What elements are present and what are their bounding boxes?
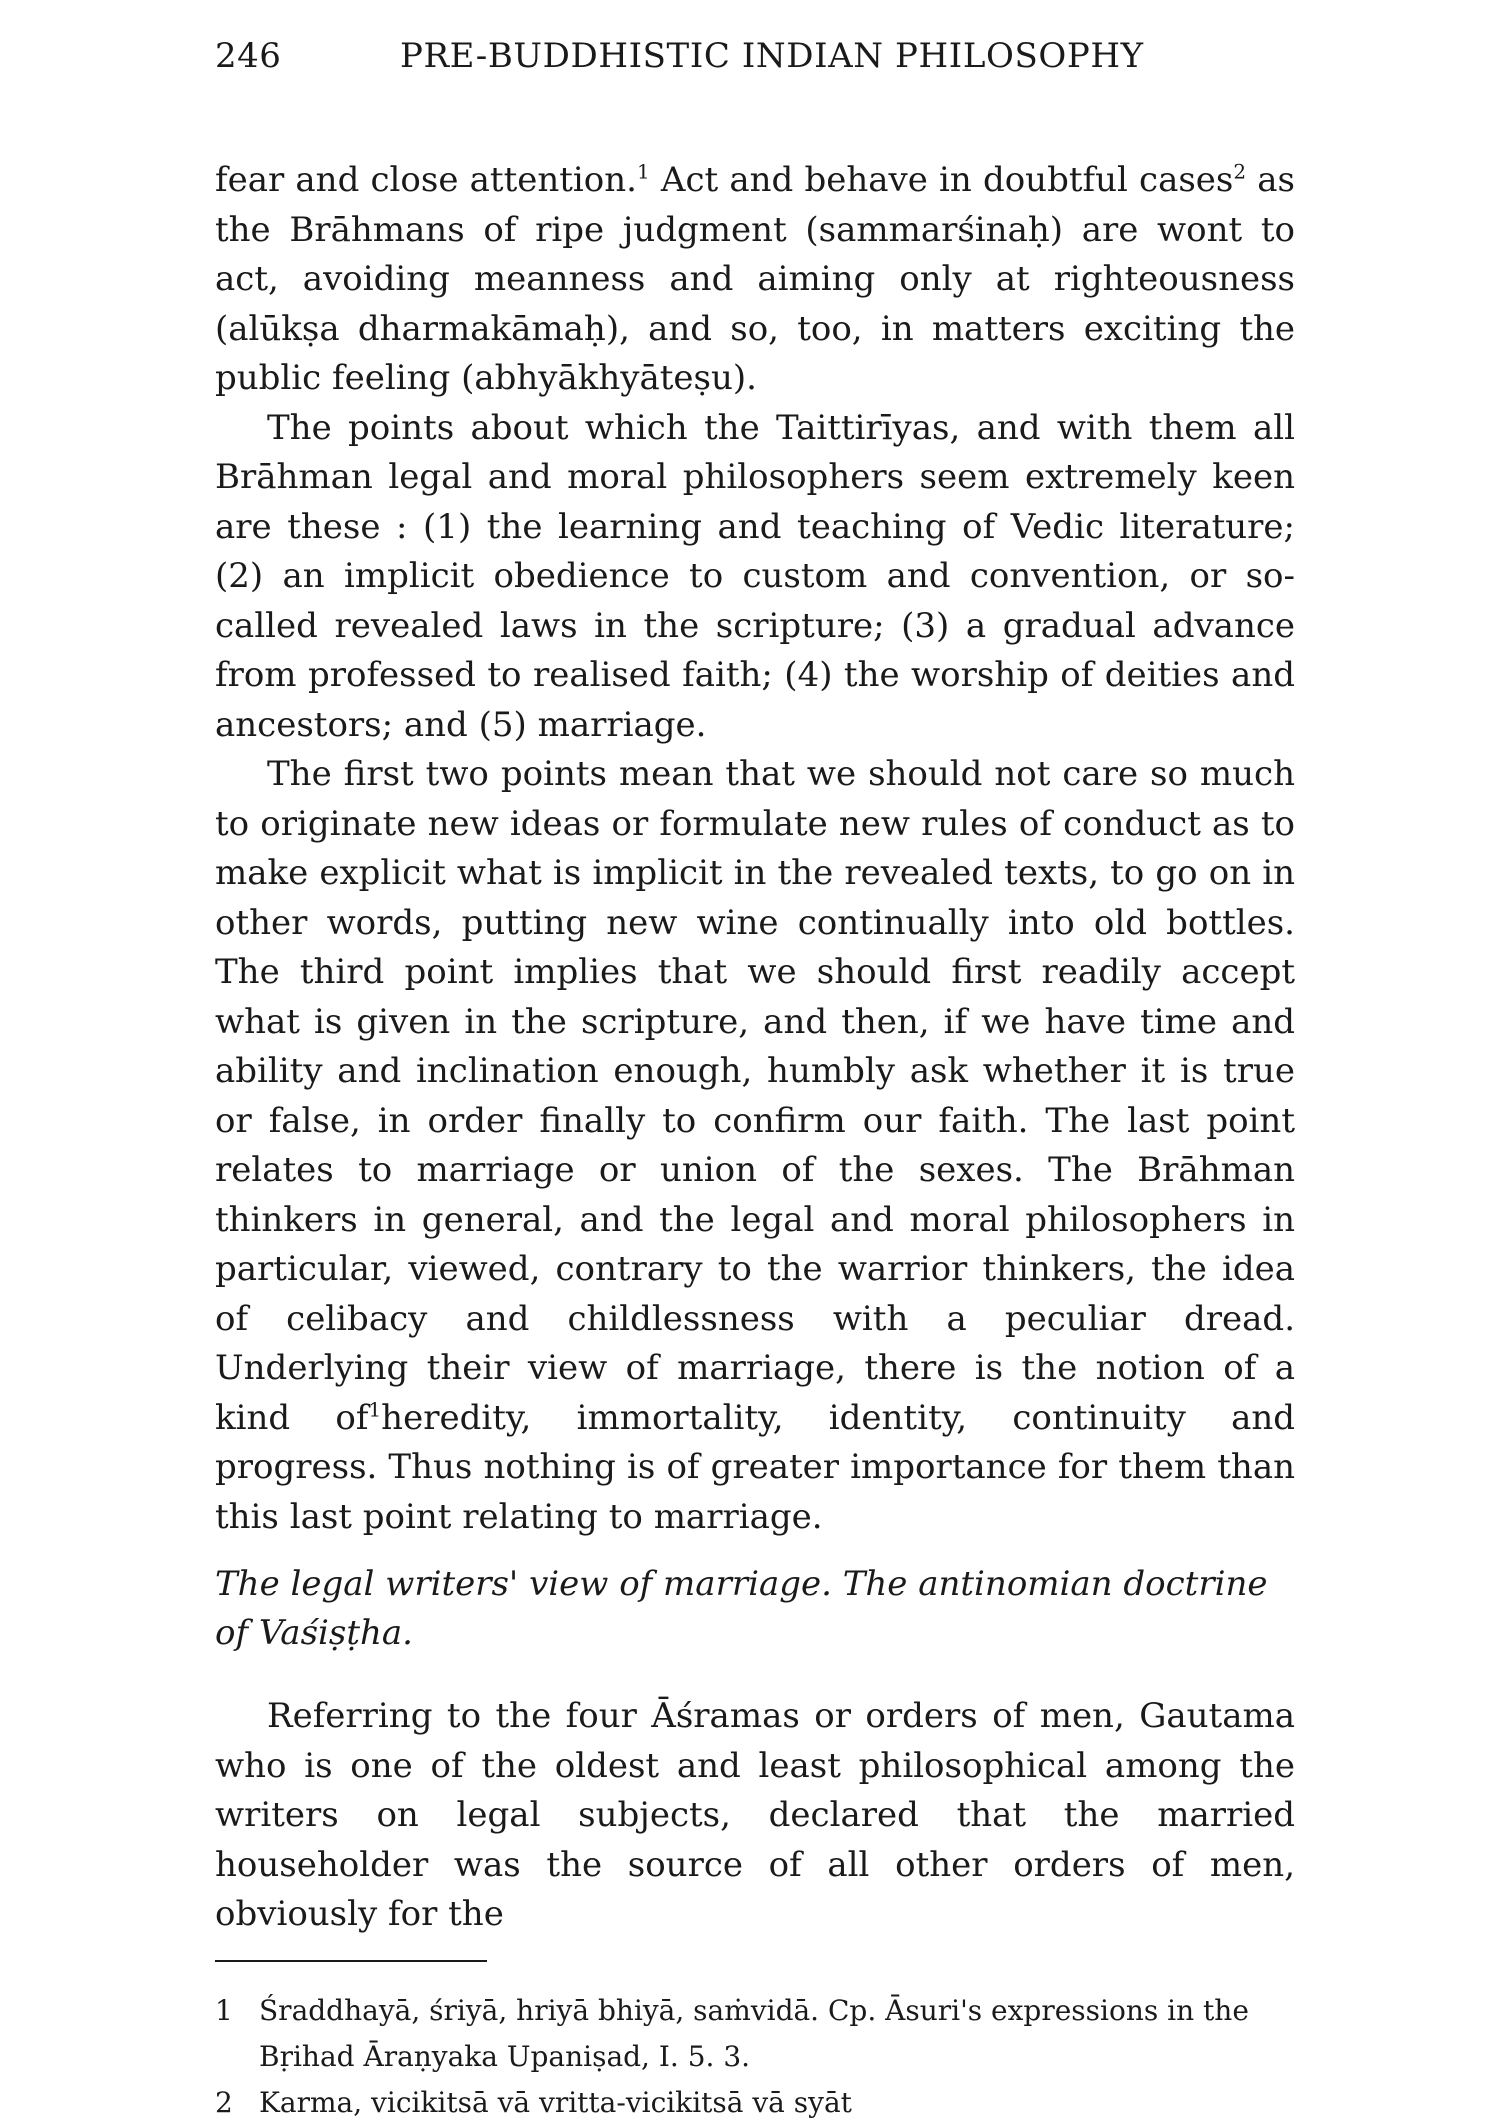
body-text: [215, 156, 1295, 1542]
final-body-text: [215, 1692, 1295, 1940]
footnote-reference-3: 1: [368, 1397, 382, 1422]
book-page: [215, 30, 1296, 2119]
footnote-reference-1: 1: [636, 159, 650, 184]
footnote-1-number: 1: [215, 1993, 233, 2027]
footnote-1: [215, 1988, 1295, 2080]
paragraph-1: [215, 156, 1295, 404]
paragraph-2: The points about which the Taittirīyas, and with them all Brāhman legal and moral philosophers seem extremely keen are these : (1) the learning and teaching of Vedic literature; (2) an implicit obedience to custom and convention, or so-called revealed laws in the scripture; (3) a gradual advance from professed to realised faith; (4) the worship of deities and ancestors; and (5) marriage.: [215, 407, 1295, 745]
paragraph-1-text-start: fear and close attention.: [215, 160, 637, 200]
section-heading: The legal writers' view of marriage. The antinomian doctrine of Vaśiṣṭha.: [215, 1564, 1268, 1653]
footnote-2-text: Karma, vicikitsā vā vritta-vicikitsā vā syāt: [259, 2085, 852, 2119]
running-title: PRE-BUDDHISTIC INDIAN PHILOSOPHY: [400, 36, 1144, 76]
footnotes: [215, 1988, 1295, 2126]
footnote-2: [215, 2080, 1295, 2126]
paragraph-1-text-middle: Act and behave in doubtful cases: [649, 160, 1234, 200]
footnote-reference-2: 2: [1233, 159, 1247, 184]
paragraph-3: [215, 750, 1295, 1542]
page-number: 246: [215, 36, 282, 76]
footnote-divider: [215, 1960, 487, 1962]
running-head: [215, 30, 1295, 100]
footnote-2-number: 2: [215, 2085, 233, 2119]
paragraph-3-text-start: The first two points mean that we should not care so much to originate new ideas or formulate new rules of conduct as to make explicit what is implicit in the revealed texts, to go on in other words, putting new wine continually into old bottles. The third point implies that we should first readily accept what is given in the scripture, and then, if we have time and ability and inclination enough, humbly ask whether it is true or false, in order finally to confirm our faith. The last point relates to marriage or union of the sexes. The Brāhman thinkers in general, and the legal and moral philosophers in particular, viewed, contrary to the warrior thinkers, the idea of celibacy and childlessness with a peculiar dread. Underlying their view of marriage, there is the notion of a kind of: [215, 754, 1295, 1438]
final-paragraph: Referring to the four Āśramas or orders of men, Gautama who is one of the oldest and least philosophical among the writers on legal subjects, declared that the married householder was the source of all other orders of men, obviously for the: [215, 1696, 1295, 1934]
paragraph-3-text-end: heredity, immortality, identity, continuity and progress. Thus nothing is of greater importance for them than this last point relating to marriage.: [215, 1397, 1296, 1537]
paragraph-1-text-end: as the Brāhmans of ripe judgment (sammarśinaḥ) are wont to act, avoiding meanness and aiming only at righteousness (alūkṣa dharmakāmaḥ), and so, too, in matters exciting the public feeling (abhyākhyāteṣu).: [215, 160, 1296, 398]
footnote-1-text: Śraddhayā, śriyā, hriyā bhiyā, saṁvidā. Cp. Āsuri's expressions in the Bṛihad Āraṇyaka Upaniṣad, I. 5. 3.: [259, 1993, 1249, 2073]
